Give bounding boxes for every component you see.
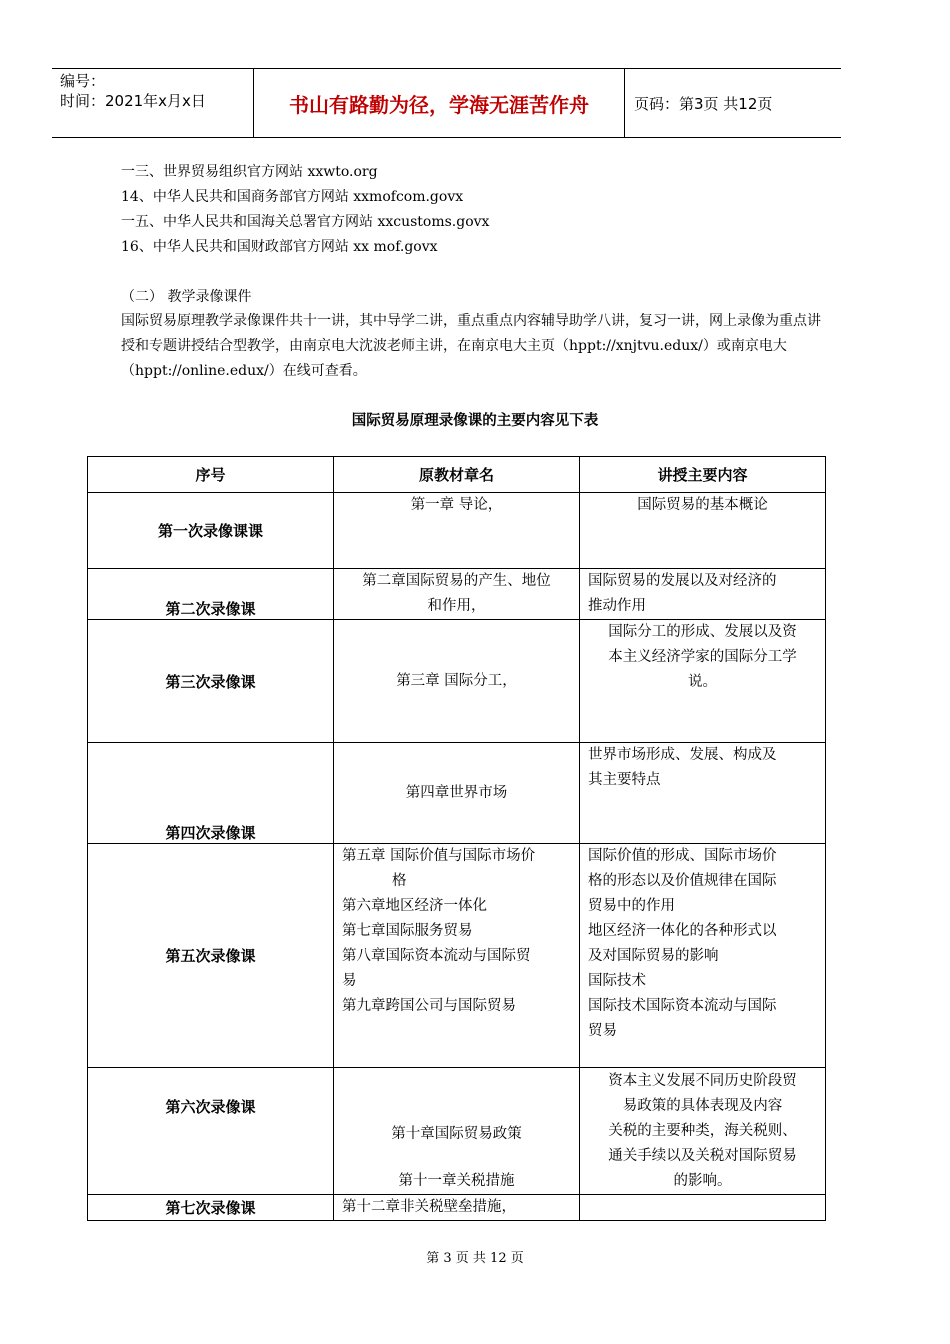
header-date: 时间：2021年x月x日 [60,92,206,110]
content-line: 关税的主要种类，海关税则、 [608,1123,797,1139]
chapter-cell [334,743,580,844]
content-line: 地区经济一体化的各种形式以 [588,923,777,939]
content-cell [580,569,826,620]
session-cell [88,743,334,844]
website-line: 14、中华人民共和国商务部官方网站 xxmofcom.govx [121,189,464,205]
content-line: 贸易 [588,1023,617,1039]
session-label: 第二次录像课 [165,600,256,618]
content-line: 的影响。 [673,1173,732,1189]
website-list [121,160,489,260]
table-row [88,1068,826,1195]
content-line: 推动作用 [588,598,646,614]
chapter-cell [334,569,580,620]
session-cell [88,569,334,620]
content-line: 国际贸易的发展以及对经济的 [588,573,777,589]
header-divider [624,69,625,137]
content-line: 贸易中的作用 [588,898,675,914]
table-row [88,844,826,1068]
content-cell [580,743,826,844]
chapter-line: 第八章国际资本流动与国际贸 [342,948,531,964]
content-line: 资本主义发展不同历史阶段贸 [608,1073,797,1089]
content-line: 国际技术 [588,973,646,989]
session-label: 第四次录像课 [165,824,256,842]
website-line: 一三、世界贸易组织官方网站 xxwto.org [121,164,378,180]
header-motto: 书山有路勤为径，学海无涯苦作舟 [289,92,589,117]
content-cell [580,1068,826,1195]
header-cell-chapter: 原教材章名 [334,457,580,493]
session-cell [88,493,334,569]
table-caption: 国际贸易原理录像课的主要内容见下表 [351,413,599,429]
chapter-cell [334,1195,580,1221]
table-row [88,569,826,620]
header-number: 编号： [60,72,106,90]
chapter-cell [334,620,580,743]
chapter-line: 第六章地区经济一体化 [342,898,487,914]
intro-paragraph: 国际贸易原理教学录像课件共十一讲，其中导学二讲，重点重点内容辅导助学八讲，复习一讲，网上录像为重点讲授和专题讲授结合型教学，由南京电大沈波老师主讲，在南京电大主页（hppt://xnjtvu.edux/）或南京电大（hppt://online.edux/）在线可查看。 [121,313,821,379]
chapter-line: 格 [392,873,407,889]
content-cell [580,493,826,569]
content-cell [580,620,826,743]
content-line: 本主义经济学家的国际分工学 [608,649,797,665]
session-label: 第六次录像课 [165,1098,256,1116]
table-header-row [88,457,826,493]
course-table [87,456,826,1221]
header-meta [60,71,252,111]
header-cell-index: 序号 [88,457,334,493]
content-cell [580,1195,826,1221]
table-row [88,743,826,844]
session-label: 第七次录像课 [165,1199,256,1217]
content-cell [580,844,826,1068]
session-cell [88,620,334,743]
session-label: 第五次录像课 [165,947,256,965]
chapter-cell [334,844,580,1068]
chapter-line: 第七章国际服务贸易 [342,923,473,939]
content-line: 说。 [688,674,717,690]
chapter-line: 第十章国际贸易政策 [391,1126,522,1142]
content-line: 易政策的具体表现及内容 [622,1098,783,1114]
chapter-line: 第一章 导论， [410,497,503,513]
website-line: 一五、中华人民共和国海关总署官方网站 xxcustoms.govx [121,214,490,230]
page-header [52,68,841,138]
content-line: 国际分工的形成、发展以及资 [608,624,797,640]
chapter-line: 和作用， [427,598,486,614]
section-title: （二） 教学录像课件 [121,289,252,305]
table-row [88,1195,826,1221]
content-line: 国际贸易的基本概论 [637,497,768,513]
content-line: 世界市场形成、发展、构成及 [588,747,777,763]
chapter-line: 易 [342,973,357,989]
session-cell [88,844,334,1068]
table-row [88,493,826,569]
header-page-number: 页码：第3页 共12页 [634,95,773,113]
content-line: 其主要特点 [588,772,661,788]
session-label: 第一次录像课课 [157,522,263,540]
chapter-line: 第四章世界市场 [405,784,508,801]
header-cell-content: 讲授主要内容 [580,457,826,493]
chapter-line: 第三章 国际分工， [396,672,517,689]
content-line: 通关手续以及关税对国际贸易 [608,1148,797,1164]
page-footer: 第 3 页 共 12 页 [426,1251,524,1266]
session-label: 第三次录像课 [165,672,256,691]
content-line: 及对国际贸易的影响 [588,948,719,964]
session-cell [88,1068,334,1195]
table-row [88,620,826,743]
chapter-line: 第十二章非关税壁垒措施， [342,1199,516,1215]
content-line: 国际技术国际资本流动与国际 [588,998,777,1014]
chapter-line [342,1147,571,1169]
chapter-line: 第五章 国际价值与国际市场价 [342,848,536,864]
session-cell [88,1195,334,1221]
chapter-cell [334,493,580,569]
chapter-line: 第十一章关税措施 [398,1173,515,1189]
website-line: 16、中华人民共和国财政部官方网站 xx mof.govx [121,239,438,255]
content-line: 国际价值的形成、国际市场价 [588,848,777,864]
content-line: 格的形态以及价值规律在国际 [588,873,777,889]
chapter-cell [334,1068,580,1195]
chapter-line: 第二章国际贸易的产生、地位 [362,573,551,589]
chapter-line: 第九章跨国公司与国际贸易 [342,998,516,1014]
